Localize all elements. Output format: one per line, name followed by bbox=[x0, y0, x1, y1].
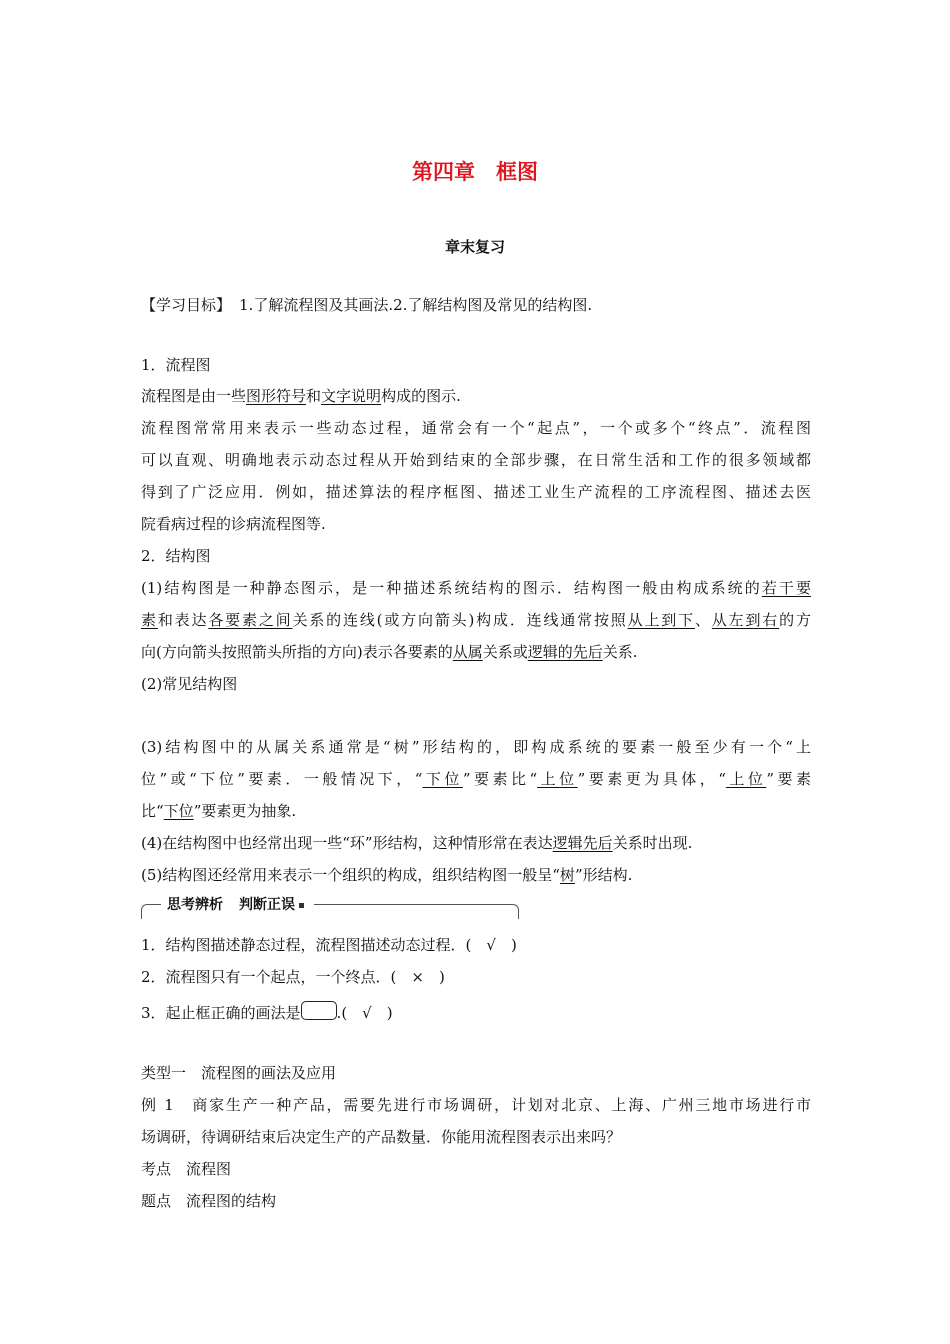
text-run: (4)在结构图中也经常出现一些“环”形结构，这种情形常在表达 bbox=[141, 834, 553, 852]
flowchart-desc-line: 得到了广泛应用．例如，描述算法的程序框图、描述工业生产流程的工序流程图、描述去医 bbox=[141, 483, 811, 501]
structure-p1-line bbox=[141, 642, 638, 662]
learning-objectives bbox=[141, 295, 592, 315]
text-run: ”要素 bbox=[766, 770, 811, 788]
flowchart-desc-line: 流程图常常用来表示一些动态过程，通常会有一个“起点”，一个或多个“终点”．流程图 bbox=[141, 419, 811, 437]
text-run: ”要素更为具体，“ bbox=[577, 770, 726, 788]
text-run: ”要素比“ bbox=[462, 770, 538, 788]
structure-p1-line bbox=[141, 610, 811, 630]
objectives-label: 【学习目标】 bbox=[141, 296, 232, 314]
chapter-title: 第四章 框图 bbox=[412, 160, 538, 184]
objectives-text: 1.了解流程图及其画法.2.了解结构图及常见的结构图. bbox=[239, 296, 593, 314]
underlined-term: 上位 bbox=[537, 770, 578, 788]
structure-p5 bbox=[141, 865, 632, 885]
text-run: (1)结构图是一种静态图示，是一种描述系统结构的图示．结构图一般由构成系统的 bbox=[141, 579, 762, 597]
underlined-term: 各要素之间 bbox=[208, 611, 293, 629]
underlined-term: 文字说明 bbox=[321, 387, 382, 405]
structure-p3-line bbox=[141, 769, 811, 789]
text-run: .( √ ) bbox=[336, 1004, 393, 1022]
flowchart-heading: 1．流程图 bbox=[141, 356, 211, 374]
underlined-term: 从属 bbox=[452, 643, 483, 661]
text-run: 关系或 bbox=[482, 643, 528, 661]
text-run: 和 bbox=[306, 387, 322, 405]
structure-heading: 2．结构图 bbox=[141, 547, 211, 565]
text-run: ”形结构. bbox=[574, 866, 633, 884]
underlined-term: 图形符号 bbox=[246, 387, 307, 405]
banner-label bbox=[161, 894, 314, 914]
banner-title: 思考辨析 bbox=[167, 897, 223, 913]
type1-heading: 类型一 流程图的画法及应用 bbox=[141, 1064, 337, 1082]
square-bullet-icon bbox=[299, 903, 304, 908]
underlined-term: 下位 bbox=[422, 770, 463, 788]
underlined-term: 逻辑先后 bbox=[552, 834, 613, 852]
structure-p2: (2)常见结构图 bbox=[141, 675, 238, 693]
judge-item-2: 2．流程图只有一个起点，一个终点．( × ) bbox=[141, 968, 445, 986]
text-run: 、 bbox=[694, 611, 712, 629]
text-run: 关系的连线(或方向箭头)构成．连线通常按照 bbox=[292, 611, 628, 629]
text-run: 位”或“下位”要素．一般情况下，“ bbox=[141, 770, 423, 788]
text-run: 比“ bbox=[141, 802, 164, 820]
example-line: 例 1 商家生产一种产品，需要先进行市场调研，计划对北京、上海、广州三地市场进行市 bbox=[141, 1096, 811, 1114]
structure-p3-line: (3)结构图中的从属关系通常是“树”形结构的，即构成系统的要素一般至少有一个“上 bbox=[141, 738, 811, 756]
text-run: 构成的图示. bbox=[381, 387, 461, 405]
tidian: 题点 流程图的结构 bbox=[141, 1192, 277, 1210]
text-run: 向(方向箭头按照箭头所指的方向)表示各要素的 bbox=[141, 643, 453, 661]
underlined-term: 素 bbox=[141, 611, 158, 629]
underlined-term: 从左到右 bbox=[711, 611, 780, 629]
text-run: 流程图是由一些 bbox=[141, 387, 247, 405]
text-run: ”要素更为抽象. bbox=[193, 802, 297, 820]
text-run: 和表达 bbox=[157, 611, 209, 629]
underlined-term: 逻辑的先后 bbox=[527, 643, 603, 661]
example-line: 场调研，待调研结束后决定生产的产品数量．你能用流程图表示出来吗？ bbox=[141, 1128, 622, 1146]
flowchart-desc-line: 可以直观、明确地表示动态过程从开始到结束的全部步骤，在日常生活和工作的很多领域都 bbox=[141, 451, 811, 469]
section-title: 章末复习 bbox=[444, 238, 505, 256]
underlined-term: 从上到下 bbox=[627, 611, 695, 629]
flowchart-definition bbox=[141, 386, 461, 406]
structure-p3-line bbox=[141, 801, 296, 821]
kaodian: 考点 流程图 bbox=[141, 1160, 232, 1178]
terminal-box-icon bbox=[301, 1001, 337, 1020]
text-run: 关系. bbox=[602, 643, 638, 661]
think-banner bbox=[141, 892, 521, 922]
judge-item-3 bbox=[141, 1001, 393, 1023]
text-run: 关系时出现. bbox=[612, 834, 693, 852]
underlined-term: 若干要 bbox=[761, 579, 811, 597]
judge-item-1: 1．结构图描述静态过程，流程图描述动态过程．( √ ) bbox=[141, 936, 517, 954]
underlined-term: 树 bbox=[559, 866, 575, 884]
underlined-term: 上位 bbox=[725, 770, 767, 788]
banner-subtitle: 判断正误 bbox=[239, 897, 295, 913]
text-run: (5)结构图还经常用来表示一个组织的构成，组织结构图一般呈“ bbox=[141, 866, 560, 884]
structure-p4 bbox=[141, 833, 692, 853]
text-run: 的方 bbox=[779, 611, 811, 629]
text-run: 3．起止框正确的画法是 bbox=[141, 1004, 301, 1022]
flowchart-desc-line: 院看病过程的诊病流程图等. bbox=[141, 515, 326, 533]
underlined-term: 下位 bbox=[163, 802, 194, 820]
structure-p1-line bbox=[141, 578, 811, 598]
